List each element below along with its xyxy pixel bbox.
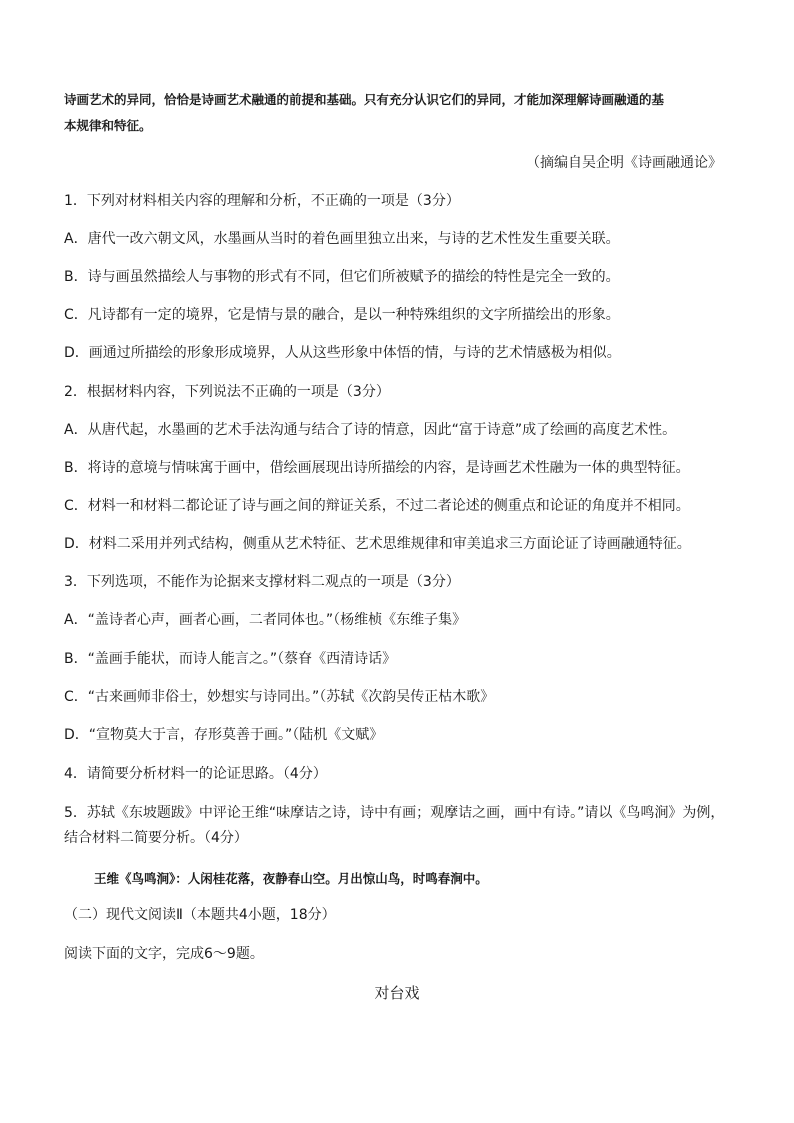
question-3-option-d: D．“宣物莫大于言，存形莫善于画。”（陆机《文赋》 <box>64 727 384 743</box>
question-1-option-d: D．画通过所描绘的形象形成境界，人从这些形象中体悟的情，与诗的艺术情感极为相似。 <box>64 345 621 361</box>
question-5-line-2: 结合材料二简要分析。（4分） <box>64 830 248 846</box>
poem-quote: 王维《鸟鸣涧》：人闲桂花落，夜静春山空。月出惊山鸟，时鸣春涧中。 <box>94 871 488 886</box>
passage-line-2: 本规律和特征。 <box>64 118 152 133</box>
question-3-stem: 3．下列选项，不能作为论据来支撑材料二观点的一项是（3分） <box>64 574 460 590</box>
question-1-option-b: B．诗与画虽然描绘人与事物的形式有不同，但它们所被赋予的描绘的特性是完全一致的。 <box>64 269 620 285</box>
question-1-option-a: A．唐代一改六朝文风，水墨画从当时的着色画里独立出来，与诗的艺术性发生重要关联。 <box>64 231 620 247</box>
question-2-option-a: A．从唐代起，水墨画的艺术手法沟通与结合了诗的情意，因此“富于诗意”成了绘画的高度艺术性。 <box>64 422 677 438</box>
passage-line-1: 诗画艺术的异同，恰恰是诗画艺术融通的前提和基础。只有充分认识它们的异同，才能加深理解诗画融通的基 <box>64 92 665 107</box>
question-3-option-c: C．“古来画师非俗士，妙想实与诗同出。”（苏轼《次韵吴传正枯木歌》 <box>64 689 495 705</box>
question-3-option-a: A．“盖诗者心声，画者心画，二者同体也。”（杨维桢《东维子集》 <box>64 612 467 628</box>
question-2-option-b: B．将诗的意境与情味寓于画中，借绘画展现出诗所描绘的内容，是诗画艺术性融为一体的典型特征。 <box>64 460 690 476</box>
passage-source: （摘编自吴企明《诗画融通论》 <box>526 155 722 171</box>
section-heading: （二）现代文阅读Ⅱ（本题共4小题，18分） <box>64 907 336 923</box>
reading-instruction: 阅读下面的文字，完成6～9题。 <box>64 946 264 962</box>
question-2-stem: 2．根据材料内容，下列说法不正确的一项是（3分） <box>64 384 390 400</box>
question-2-option-c: C．材料一和材料二都论证了诗与画之间的辩证关系，不过二者论述的侧重点和论证的角度并不相同。 <box>64 498 690 514</box>
article-title: 对台戏 <box>374 984 420 1002</box>
question-4-stem: 4．请简要分析材料一的论证思路。（4分） <box>64 766 327 782</box>
question-5-line-1: 5．苏轼《东坡题跋》中评论王维“味摩诘之诗，诗中有画；观摩诘之画，画中有诗。”请以《鸟鸣涧》为例， <box>64 805 725 821</box>
question-1-option-c: C．凡诗都有一定的境界，它是情与景的融合，是以一种特殊组织的文字所描绘出的形象。 <box>64 307 620 323</box>
question-3-option-b: B．“盖画手能状，而诗人能言之。”（蔡眘《西清诗话》 <box>64 651 397 667</box>
question-2-option-d: D．材料二采用并列式结构，侧重从艺术特征、艺术思维规律和审美追求三方面论证了诗画融通特征。 <box>64 536 691 552</box>
question-1-stem: 1．下列对材料相关内容的理解和分析，不正确的一项是（3分） <box>64 193 460 209</box>
